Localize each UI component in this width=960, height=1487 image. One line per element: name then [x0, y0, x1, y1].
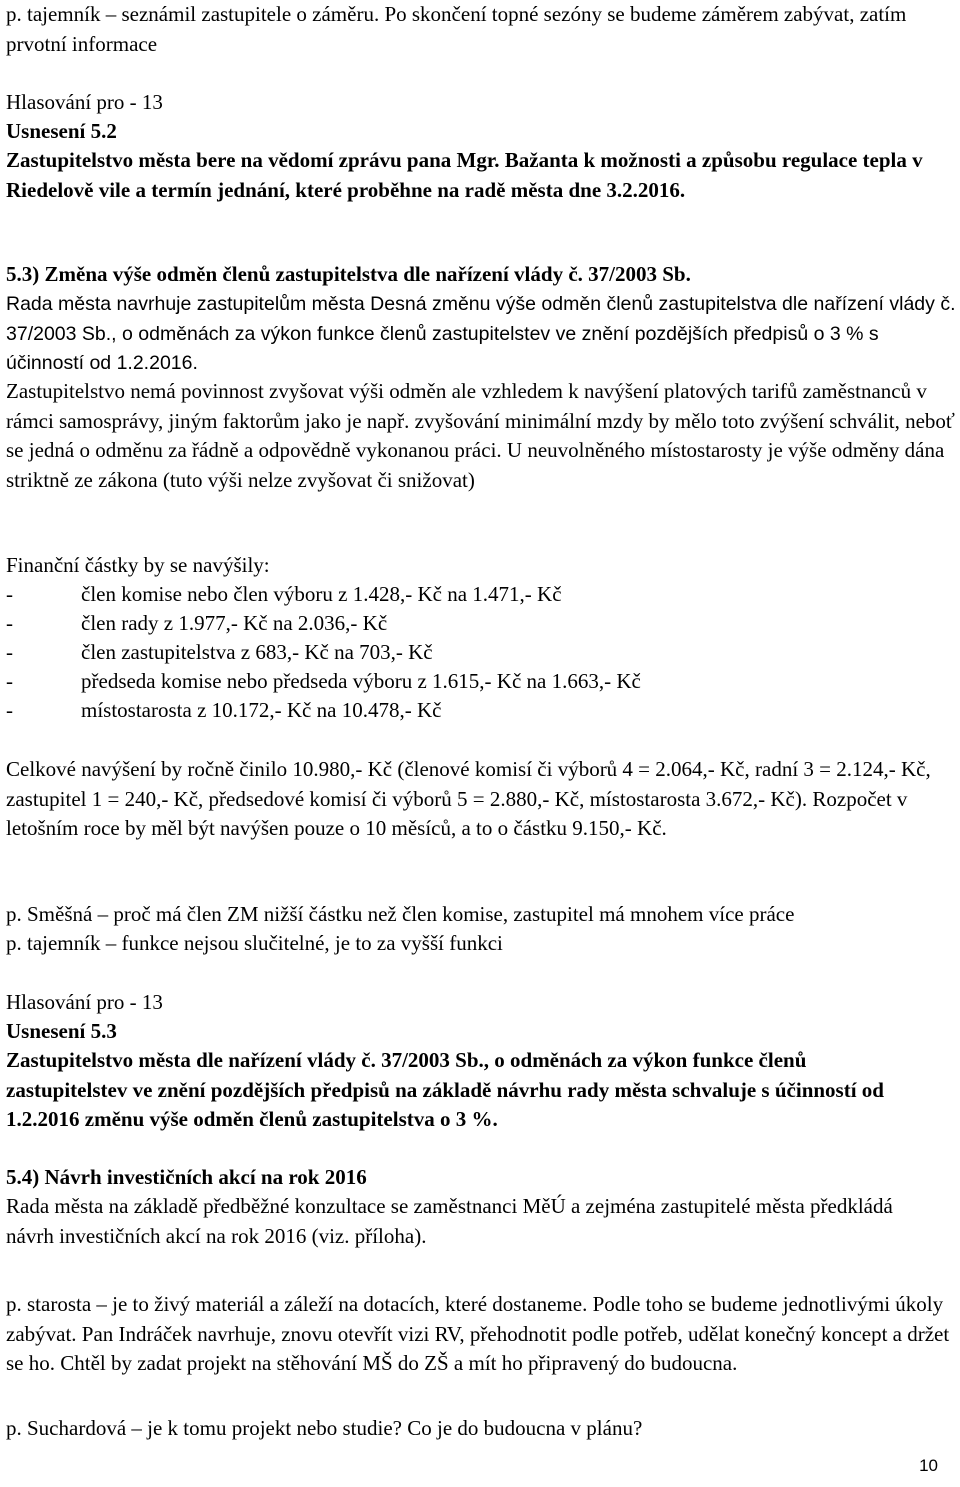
amount-item: - místostarosta z 10.172,- Kč na 10.478,- Kč	[6, 698, 442, 722]
resolution-5-3-text: Zastupitelstvo města dle nařízení vlády č. 37/2003 Sb., o odměnách za výkon funkce členů zastupitelstev ve znění pozdějších předpisů na základě návrhu rady města schvaluje s účinností od 1.2.2016 změnu výše odměn členů zastupitelstva o 3 %.	[6, 1048, 884, 1131]
resolution-5-3-title: Usnesení 5.3	[6, 1019, 117, 1043]
comment-starosta: p. starosta – je to živý materiál a záleží na dotacích, které dostaneme. Podle toho se budeme jednotlivými úkoly zabývat. Pan Indráček navrhuje, znovu otevřít vizi RV, přehodnotit podle potřeb, udělat konečný koncept a držet se ho. Chtěl by zadat projekt na stěhování MŠ do ZŠ a mít ho připravený do budoucna.	[6, 1292, 950, 1375]
amount-item: - člen komise nebo člen výboru z 1.428,- Kč na 1.471,- Kč	[6, 582, 562, 606]
section-5-4-paragraph: Rada města na základě předběžné konzultace se zaměstnanci MěÚ a zejména zastupitelé města předkládá návrh investičních akcí na rok 2016 (viz. příloha).	[6, 1194, 893, 1248]
vote-count-1: Hlasování pro - 13	[6, 90, 163, 114]
comment-tajemnik: p. tajemník – funkce nejsou slučitelné, je to za vyšší funkci	[6, 931, 503, 955]
total-increase-paragraph: Celkové navýšení by ročně činilo 10.980,- Kč (členové komisí či výborů 4 = 2.064,- Kč, radní 3 = 2.124,- Kč, zastupitel 1 = 240,- Kč, předsedové komisí či výborů 5 = 2.880,- Kč, místostarosta 3.672,- Kč). Rozpočet v letošním roce by měl být navýšen pouze o 10 měsíců, a to o částku 9.150,- Kč.	[6, 757, 931, 840]
paragraph-tajemnik-intro: p. tajemník – seznámil zastupitele o záměru. Po skončení topné sezóny se budeme záměrem zabývat, zatím prvotní informace	[6, 2, 907, 56]
amounts-heading: Finanční částky by se navýšily:	[6, 553, 270, 577]
amount-item: - předseda komise nebo předseda výboru z 1.615,- Kč na 1.663,- Kč	[6, 669, 641, 693]
section-5-3-proposal: Rada města navrhuje zastupitelům města Desná změnu výše odměn členů zastupitelstva dle nařízení vlády č. 37/2003 Sb., o odměnách za výkon funkce členů zastupitelstev ve znění pozdějších předpisů o 3 % s účinností od 1.2.2016.	[6, 293, 956, 374]
resolution-5-2-title: Usnesení 5.2	[6, 119, 117, 143]
section-5-4-title: 5.4) Návrh investičních akcí na rok 2016	[6, 1165, 367, 1189]
comment-smesna: p. Směšná – proč má člen ZM nižší částku než člen komise, zastupitel má mnohem více práce	[6, 902, 795, 926]
comment-suchardova: p. Suchardová – je k tomu projekt nebo studie? Co je do budoucna v plánu?	[6, 1416, 643, 1440]
section-5-3-title: 5.3) Změna výše odměn členů zastupitelstva dle nařízení vlády č. 37/2003 Sb.	[6, 262, 691, 286]
vote-count-2: Hlasování pro - 13	[6, 990, 163, 1014]
amount-item: - člen zastupitelstva z 683,- Kč na 703,- Kč	[6, 640, 433, 664]
page-number: 10	[919, 1456, 938, 1475]
section-5-3-explanation: Zastupitelstvo nemá povinnost zvyšovat výši odměn ale vzhledem k navýšení platových tarifů zaměstnanců v rámci samosprávy, jiným faktorům jako je např. zvyšování minimální mzdy by mělo toto zvýšení schválit, neboť se jedná o odměnu za řádně a odpovědně vykonanou práci. U neuvolněného místostarosty je výše odměny dána striktně ze zákona (tuto výši nelze zvyšovat či snižovat)	[6, 379, 955, 492]
amount-item: - člen rady z 1.977,- Kč na 2.036,- Kč	[6, 611, 388, 635]
resolution-5-2-text: Zastupitelstvo města bere na vědomí zprávu pana Mgr. Bažanta k možnosti a způsobu regulace tepla v Riedelově vile a termín jednání, které proběhne na radě města dne 3.2.2016.	[6, 148, 923, 202]
